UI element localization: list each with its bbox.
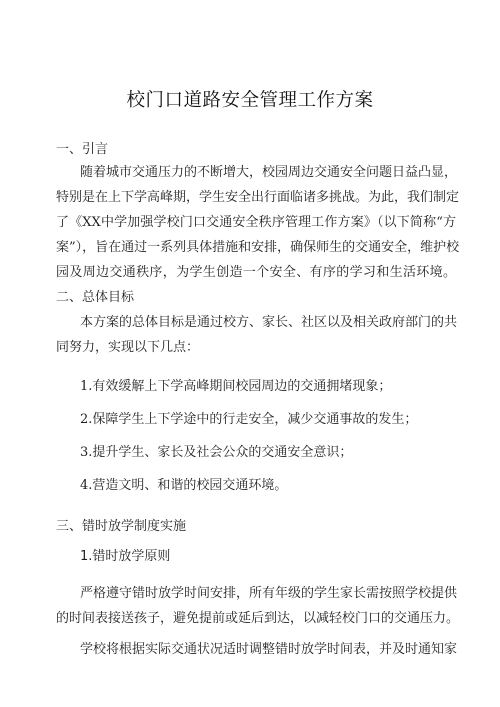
- paragraph-line: 同努力，实现以下几点：: [56, 340, 200, 355]
- paragraph-line: 了《XX中学加强学校门口交通安全秩序管理工作方案》（以下简称“方: [56, 215, 456, 230]
- subsection-heading: 1.错时放学原则: [80, 549, 171, 564]
- paragraph-line: 园及周边交通秩序，为学生创造一个安全、有序的学习和生活环境。: [56, 265, 456, 280]
- paragraph-line: 严格遵守错时放学时间安排，所有年级的学生家长需按照学校提供: [80, 586, 458, 601]
- paragraph-line: 随着城市交通压力的不断增大，校园周边交通安全问题日益凸显，: [80, 165, 458, 180]
- list-item: 2.保障学生上下学途中的行走安全，减少交通事故的发生；: [80, 412, 418, 427]
- paragraph-line: 学校将根据实际交通状况适时调整错时放学时间表，并及时通知家: [80, 642, 458, 657]
- paragraph-line: 本方案的总体目标是通过校方、家长、社区以及相关政府部门的共: [80, 315, 458, 330]
- paragraph-line: 案”），旨在通过一系列具体措施和安排，确保师生的交通安全，维护校: [56, 240, 460, 255]
- section-heading-goals: 二、总体目标: [56, 290, 135, 305]
- document-title: 校门口道路安全管理工作方案: [126, 90, 374, 111]
- list-item: 1.有效缓解上下学高峰期间校园周边的交通拥堵现象；: [80, 379, 392, 394]
- paragraph-line: 的时间表接送孩子，避免提前或延后到达，以减轻校门口的交通压力。: [56, 611, 460, 626]
- section-heading-staggered-dismissal: 三、错时放学制度实施: [56, 519, 187, 534]
- section-heading-introduction: 一、引言: [56, 142, 109, 157]
- list-item: 4.营造文明、和谐的校园交通环境。: [80, 478, 288, 493]
- paragraph-line: 特别是在上下学高峰期，学生安全出行面临诸多挑战。为此，我们制定: [56, 190, 460, 205]
- list-item: 3.提升学生、家长及社会公众的交通安全意识；: [80, 445, 353, 460]
